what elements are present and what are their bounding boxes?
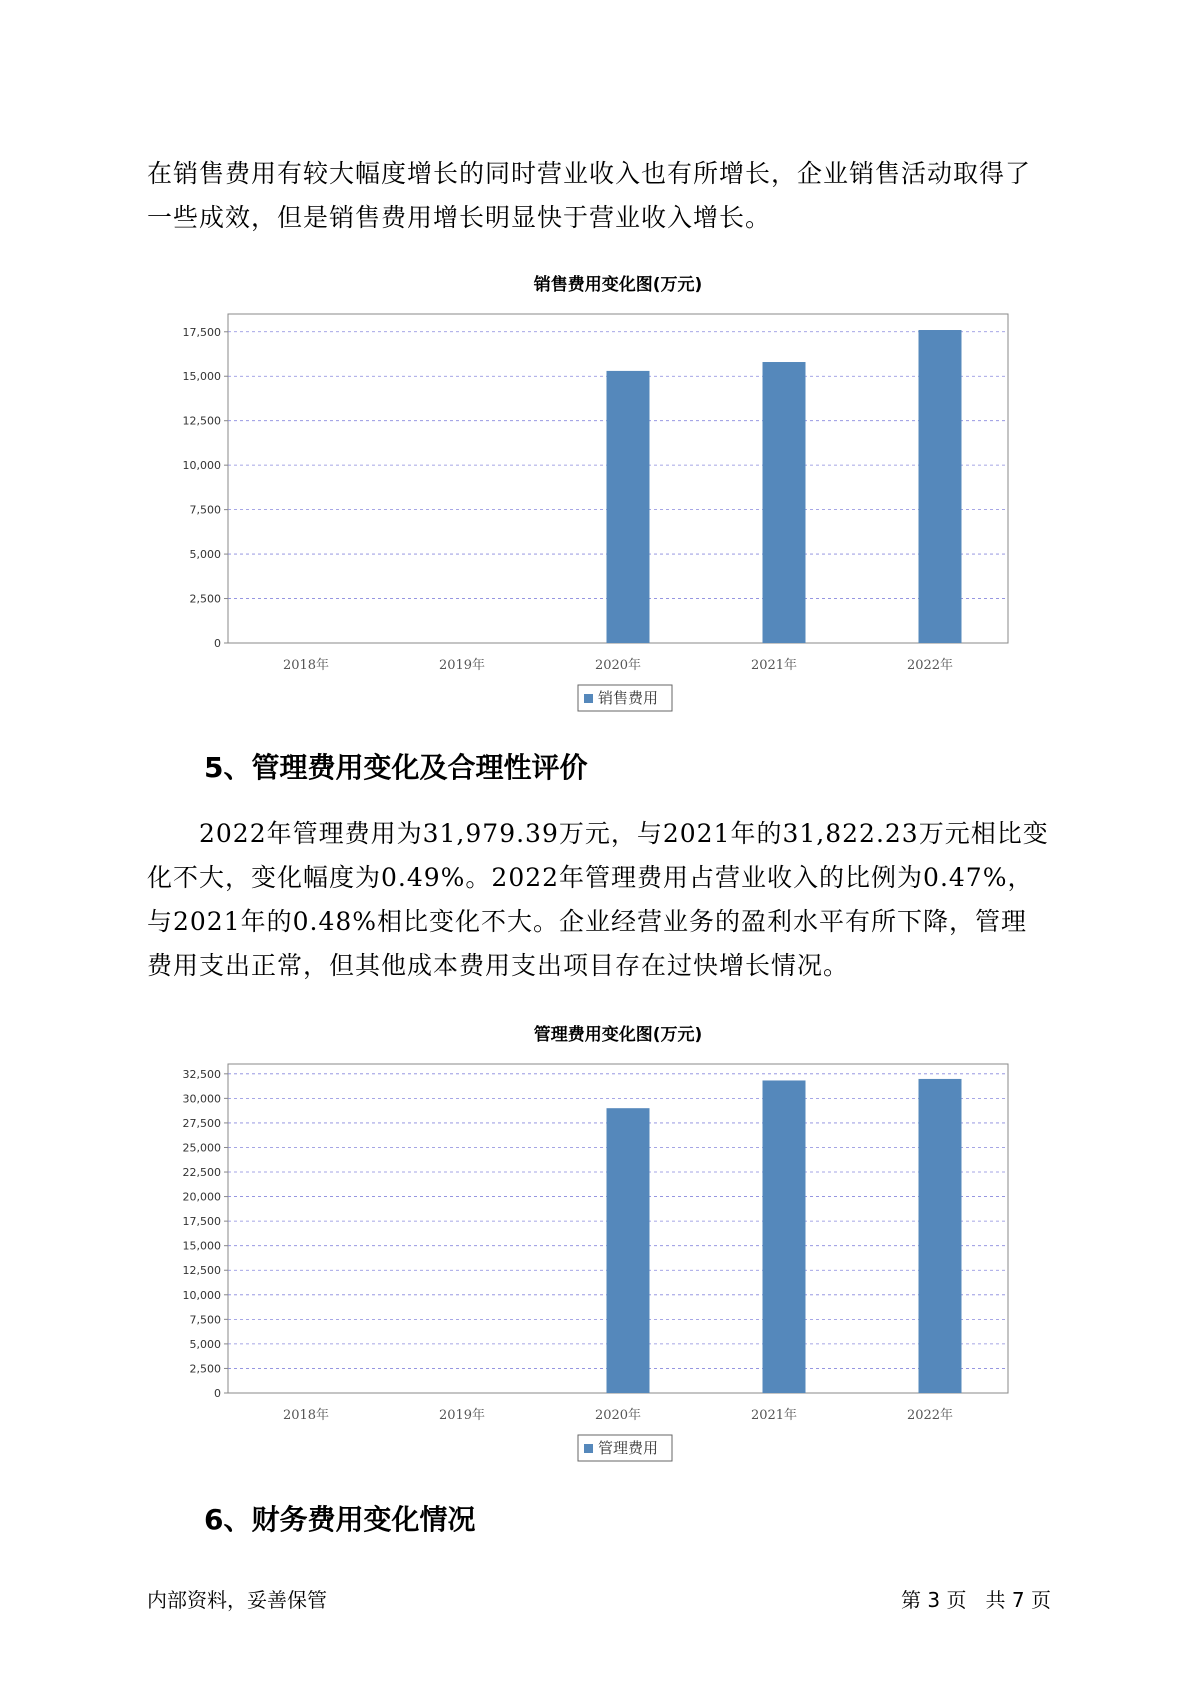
x-tick-label: 2018年 — [282, 658, 330, 673]
x-tick-label: 2020年 — [594, 1408, 642, 1423]
footer-page-number: 第 3 页 共 7 页 — [901, 1588, 1051, 1612]
sales-expense-chart-svg — [0, 270, 1191, 730]
legend-swatch — [584, 694, 593, 703]
management-expense-chart-svg — [0, 1020, 1191, 1480]
y-tick-label: 7,500 — [189, 503, 221, 517]
y-tick-label: 2,500 — [189, 1362, 221, 1376]
y-tick-label: 12,500 — [182, 414, 221, 428]
y-tick-label: 5,000 — [189, 1337, 221, 1351]
management-expense-chart — [0, 1020, 1191, 1480]
bar — [607, 371, 650, 643]
y-tick-label: 20,000 — [182, 1190, 221, 1204]
x-tick-label: 2022年 — [906, 658, 954, 673]
y-tick-label: 30,000 — [182, 1092, 221, 1106]
legend-label: 管理费用 — [598, 1439, 659, 1457]
y-tick-label: 25,000 — [182, 1141, 221, 1155]
sales-expense-chart — [0, 270, 1191, 730]
y-tick-label: 22,500 — [182, 1166, 221, 1180]
bar — [607, 1108, 650, 1393]
bar — [919, 330, 962, 643]
legend-label: 销售费用 — [598, 689, 659, 707]
footer-confidential: 内部资料，妥善保管 — [147, 1588, 327, 1612]
x-tick-label: 2020年 — [594, 658, 642, 673]
section-6-heading: 6、财务费用变化情况 — [204, 1503, 476, 1536]
y-tick-label: 2,500 — [189, 592, 221, 606]
chart-title: 销售费用变化图(万元) — [533, 275, 703, 295]
y-tick-label: 12,500 — [182, 1264, 221, 1278]
paragraph-sales-expense: 在销售费用有较大幅度增长的同时营业收入也有所增长，企业销售活动取得了一些成效，但是销售费用增长明显快于营业收入增长。 — [147, 159, 1032, 232]
y-tick-label: 10,000 — [182, 459, 221, 473]
legend-swatch — [584, 1444, 593, 1453]
x-tick-label: 2022年 — [906, 1408, 954, 1423]
x-tick-label: 2021年 — [750, 1408, 798, 1423]
bar — [919, 1079, 962, 1393]
y-tick-label: 10,000 — [182, 1288, 221, 1302]
chart-title: 管理费用变化图(万元) — [533, 1025, 703, 1045]
section-5-heading: 5、管理费用变化及合理性评价 — [204, 751, 588, 784]
y-tick-label: 7,500 — [189, 1313, 221, 1327]
bar — [763, 362, 806, 643]
y-tick-label: 5,000 — [189, 548, 221, 562]
y-tick-label: 17,500 — [182, 1215, 221, 1229]
y-tick-label: 15,000 — [182, 370, 221, 384]
y-tick-label: 15,000 — [182, 1239, 221, 1253]
x-tick-label: 2018年 — [282, 1408, 330, 1423]
paragraph-management-expense: 2022年管理费用为31,979.39万元，与2021年的31,822.23万元相比变化不大，变化幅度为0.49%。2022年管理费用占营业收入的比例为0.47%，与2021年的0.48%相比变化不大。企业经营业务的盈利水平有所下降，管理费用支出正常，但其他成本费用支出项目存在过快增长情况。 — [147, 819, 1049, 980]
y-tick-label: 17,500 — [182, 325, 221, 339]
x-tick-label: 2019年 — [438, 1408, 486, 1423]
x-tick-label: 2021年 — [750, 658, 798, 673]
y-tick-label: 0 — [214, 1387, 221, 1400]
x-tick-label: 2019年 — [438, 658, 486, 673]
y-tick-label: 0 — [214, 637, 221, 650]
y-tick-label: 27,500 — [182, 1116, 221, 1130]
y-tick-label: 32,500 — [182, 1067, 221, 1081]
bar — [763, 1080, 806, 1393]
